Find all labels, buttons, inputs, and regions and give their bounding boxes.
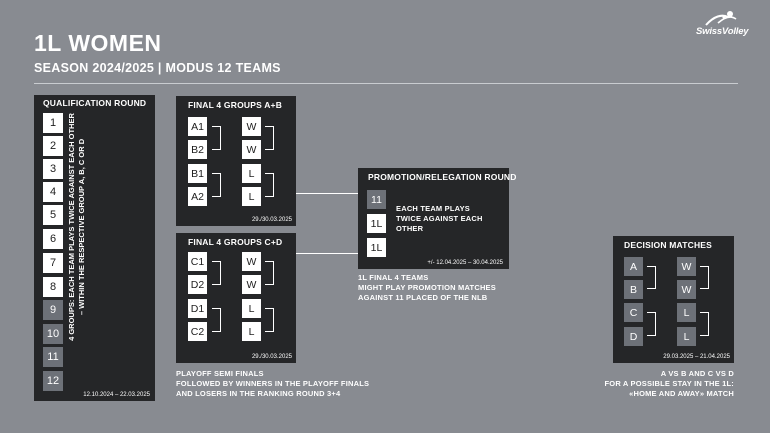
team-box-2: 2 [43, 136, 63, 156]
team-box-12: 12 [43, 371, 63, 391]
team-box-11: 11 [43, 347, 63, 367]
team-box-3: 3 [43, 159, 63, 179]
team-box-9: 9 [43, 300, 63, 320]
final-ab-bracket-w [265, 126, 274, 150]
final-cd-winner-2: W [242, 275, 261, 294]
promotion-text-line1: EACH TEAM PLAYS [396, 204, 470, 213]
final-cd-team-d1: D1 [188, 299, 207, 318]
decision-note-line3: «HOME AND AWAY» MATCH [629, 389, 734, 398]
final-ab-winner-1: W [242, 117, 261, 136]
decision-bracket-w [700, 266, 709, 289]
final-ab-title: FINAL 4 GROUPS A+B [188, 100, 283, 110]
final-ab-bracket-bottom [212, 173, 221, 197]
decision-panel [613, 236, 734, 363]
promotion-text-line2: TWICE AGAINST EACH [396, 214, 483, 223]
page-title: 1L WOMEN [34, 30, 162, 56]
final-ab-winner-2: W [242, 140, 261, 159]
team-box-4: 4 [43, 182, 63, 202]
team-box-1: 1 [43, 113, 63, 133]
swissvolley-logo [696, 10, 760, 40]
final-ab-team-a2: A2 [188, 187, 207, 206]
final-ab-panel [176, 96, 296, 226]
final-cd-title: FINAL 4 GROUPS C+D [188, 237, 283, 247]
final-cd-team-c1: C1 [188, 252, 207, 271]
team-box-10: 10 [43, 324, 63, 344]
final-cd-note-line2: FOLLOWED BY WINNERS IN THE PLAYOFF FINALS [176, 379, 370, 388]
final-cd-note-line3: AND LOSERS IN THE RANKING ROUND 3+4 [176, 389, 341, 398]
team-box-5: 5 [43, 205, 63, 225]
decision-team-c: C [624, 303, 643, 322]
final-ab-loser-1: L [242, 164, 261, 183]
final-ab-team-b2: B2 [188, 140, 207, 159]
decision-bracket-bottom [647, 312, 656, 336]
logo-text: SwissVolley [696, 26, 749, 37]
decision-bracket-top [647, 266, 656, 289]
final-ab-date: 29./30.03.2025 [251, 217, 292, 223]
final-cd-bracket-top [212, 261, 221, 285]
final-ab-bracket-l [265, 173, 274, 197]
header-divider [34, 83, 738, 84]
promotion-team-11: 11 [367, 190, 386, 209]
final-cd-bracket-l [265, 308, 274, 332]
final-cd-loser-1: L [242, 299, 261, 318]
page-subtitle: SEASON 2024/2025 | MODUS 12 TEAMS [34, 61, 281, 75]
promotion-note [358, 273, 496, 303]
decision-note-line2: FOR A POSSIBLE STAY IN THE 1L: [604, 379, 734, 388]
promotion-title: PROMOTION/RELEGATION ROUND [368, 172, 517, 182]
qualification-date: 12.10.2024 – 22.03.2025 [83, 392, 150, 398]
final-cd-winner-1: W [242, 252, 261, 271]
team-box-7: 7 [43, 253, 63, 273]
decision-team-a: A [624, 257, 643, 276]
team-box-6: 6 [43, 229, 63, 249]
final-cd-bracket-w [265, 261, 274, 285]
promotion-team-1l-a: 1L [367, 214, 386, 233]
final-cd-panel [176, 233, 296, 363]
decision-date: 29.03.2025 – 21.04.2025 [663, 354, 730, 360]
final-cd-note-line1: PLAYOFF SEMI FINALS [176, 369, 264, 378]
decision-winner-1: W [677, 257, 696, 276]
final-cd-loser-2: L [242, 322, 261, 341]
promotion-note-line1: 1L FINAL 4 TEAMS [358, 273, 429, 282]
decision-title: DECISION MATCHES [624, 240, 713, 250]
final-ab-team-b1: B1 [188, 164, 207, 183]
decision-team-b: B [624, 280, 643, 299]
promotion-team-1l-b: 1L [367, 238, 386, 257]
decision-loser-2: L [677, 327, 696, 346]
decision-team-d: D [624, 327, 643, 346]
promotion-note-line3: AGAINST 11 PLACED OF THE NLB [358, 293, 488, 302]
decision-note-line1: A VS B AND C VS D [660, 369, 734, 378]
promotion-description [396, 204, 483, 234]
promotion-date: +/- 12.04.2025 – 30.04.2025 [427, 260, 503, 266]
final-ab-team-a1: A1 [188, 117, 207, 136]
final-cd-note [176, 369, 369, 399]
promotion-text-line3: OTHER [396, 224, 424, 233]
qualification-description: 4 GROUPS: EACH TEAM PLAYS TWICE AGAINST EACH OTHER – WITHIN THE RESPECTIVE GROUP A, B, C OR D [67, 113, 86, 341]
decision-winner-2: W [677, 280, 696, 299]
decision-loser-1: L [677, 303, 696, 322]
final-ab-bracket-top [212, 126, 221, 150]
final-cd-bracket-bottom [212, 308, 221, 332]
final-cd-date: 29./30.03.2025 [251, 354, 292, 360]
team-box-8: 8 [43, 277, 63, 297]
qualification-title: QUALIFICATION ROUND [43, 98, 147, 108]
final-ab-loser-2: L [242, 187, 261, 206]
final-cd-team-c2: C2 [188, 322, 207, 341]
decision-note [605, 369, 735, 399]
decision-bracket-l [700, 312, 709, 336]
connector-ab-promotion [296, 193, 358, 194]
promotion-note-line2: MIGHT PLAY PROMOTION MATCHES [358, 283, 496, 292]
final-cd-team-d2: D2 [188, 275, 207, 294]
qualification-panel [34, 95, 155, 401]
connector-cd-promotion [296, 253, 358, 254]
